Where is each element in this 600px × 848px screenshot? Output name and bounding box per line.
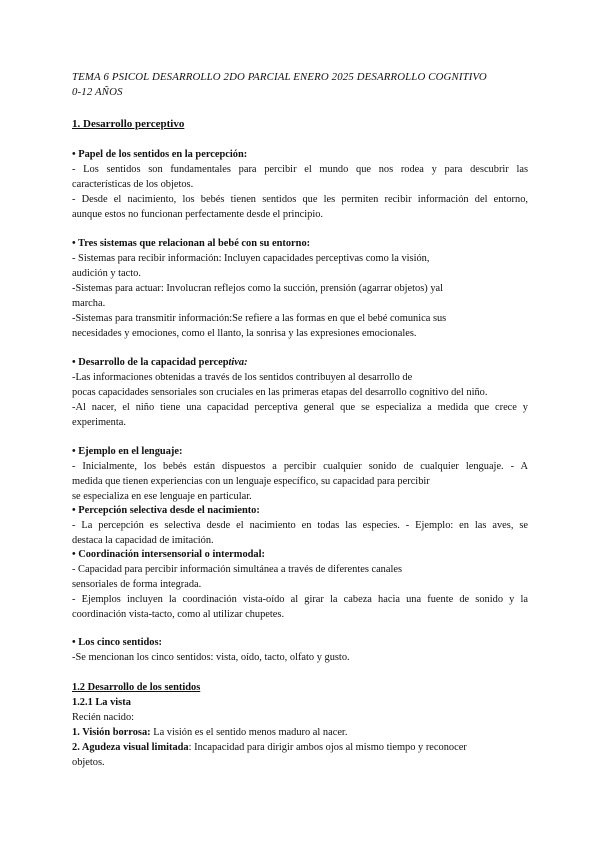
subheading-capacidad-part-a: • Desarrollo de la capacidad percep — [72, 357, 229, 368]
paragraph-line: - La percepción es selectiva desde el nacimiento en todas las especies. - Ejemplo: en las aves, se — [72, 520, 528, 531]
paragraph-line: audición y tacto. — [72, 268, 141, 279]
paragraph-line: medida que tienen experiencias con un lenguaje específico, su capacidad para percibir — [72, 476, 430, 487]
list-item-label: 1. Visión borrosa: — [72, 727, 151, 738]
list-item-vision-borrosa — [72, 725, 347, 740]
paragraph-line: -Sistemas para actuar: Involucran reflejos como la succión, prensión (agarrar objetos) yal — [72, 283, 444, 294]
paragraph-line: -Las informaciones obtenidas a través de los sentidos contribuyen al desarrollo de — [72, 372, 413, 383]
paragraph-line: Recién nacido: — [72, 712, 135, 723]
list-item-text: La visión es el sentido menos maduro al nacer. — [150, 727, 348, 738]
paragraph-line: - Inicialmente, los bebés están dispuestos a percibir cualquier sonido de cualquier lenguaje. - A — [72, 461, 528, 472]
paragraph-line: pocas capacidades sensoriales son cruciales en las primeras etapas del desarrollo cognitivo del niño. — [72, 387, 488, 398]
paragraph-line: experimenta. — [72, 417, 126, 428]
subheading-capacidad-perceptiva — [72, 355, 248, 370]
subheading-percepcion-selectiva: • Percepción selectiva desde el nacimiento: — [72, 505, 260, 516]
list-item-text: : Incapacidad para dirigir ambos ojos al mismo tiempo y reconocer — [188, 742, 467, 753]
subheading-ejemplo-lenguaje: • Ejemplo en el lenguaje: — [72, 446, 183, 457]
paragraph-line: características de los objetos. — [72, 179, 194, 190]
list-item-agudeza-visual — [72, 740, 467, 755]
paragraph-line: -Se mencionan los cinco sentidos: vista, oído, tacto, olfato y gusto. — [72, 652, 350, 663]
document-title-line-1: TEMA 6 PSICOL DESARROLLO 2DO PARCIAL ENERO 2025 DESARROLLO COGNITIVO — [72, 71, 487, 83]
paragraph-line: - Sistemas para recibir información: Incluyen capacidades perceptivas como la visión, — [72, 253, 430, 264]
paragraph-line: se especializa en ese lenguaje en particular. — [72, 491, 252, 502]
paragraph-line: aunque estos no funcionan perfectamente desde el principio. — [72, 209, 324, 220]
paragraph-line: objetos. — [72, 757, 105, 768]
subheading-capacidad-part-b: tiva: — [228, 357, 248, 368]
subsection-heading-la-vista: 1.2.1 La vista — [72, 697, 131, 708]
paragraph-line: -Sistemas para transmitir información:Se refiere a las formas en que el bebé comunica sus — [72, 313, 447, 324]
subheading-papel-sentidos: • Papel de los sentidos en la percepción: — [72, 149, 248, 160]
paragraph-line: necesidades y emociones, como el llanto, la sonrisa y las expresiones emocionales. — [72, 328, 417, 339]
section-heading-desarrollo-sentidos: 1.2 Desarrollo de los sentidos — [72, 682, 201, 693]
section-heading-desarrollo-perceptivo: 1. Desarrollo perceptivo — [72, 118, 185, 130]
paragraph-line: - Desde el nacimiento, los bebés tienen sentidos que les permiten recibir información del entorno, — [72, 194, 528, 205]
subheading-tres-sistemas: • Tres sistemas que relacionan al bebé con su entorno: — [72, 238, 311, 249]
list-item-label: 2. Agudeza visual limitada — [72, 742, 189, 753]
subheading-cinco-sentidos: • Los cinco sentidos: — [72, 637, 162, 648]
paragraph-line: sensoriales de forma integrada. — [72, 579, 202, 590]
paragraph-line: - Los sentidos son fundamentales para percibir el mundo que nos rodea y para descubrir las — [72, 164, 528, 175]
paragraph-line: destaca la capacidad de imitación. — [72, 535, 214, 546]
subheading-coordinacion-intersensorial: • Coordinación intersensorial o intermodal: — [72, 549, 265, 560]
paragraph-line: marcha. — [72, 298, 106, 309]
paragraph-line: -Al nacer, el niño tiene una capacidad perceptiva general que se especializa a medida que crece y — [72, 402, 528, 413]
paragraph-line: - Ejemplos incluyen la coordinación vista-oído al girar la cabeza hacia una fuente de sonido y la — [72, 594, 528, 605]
paragraph-line: coordinación vista-tacto, como al utilizar chupetes. — [72, 609, 285, 620]
paragraph-line: - Capacidad para percibir información simultánea a través de diferentes canales — [72, 564, 403, 575]
document-title-line-2: 0-12 AÑOS — [72, 86, 123, 98]
